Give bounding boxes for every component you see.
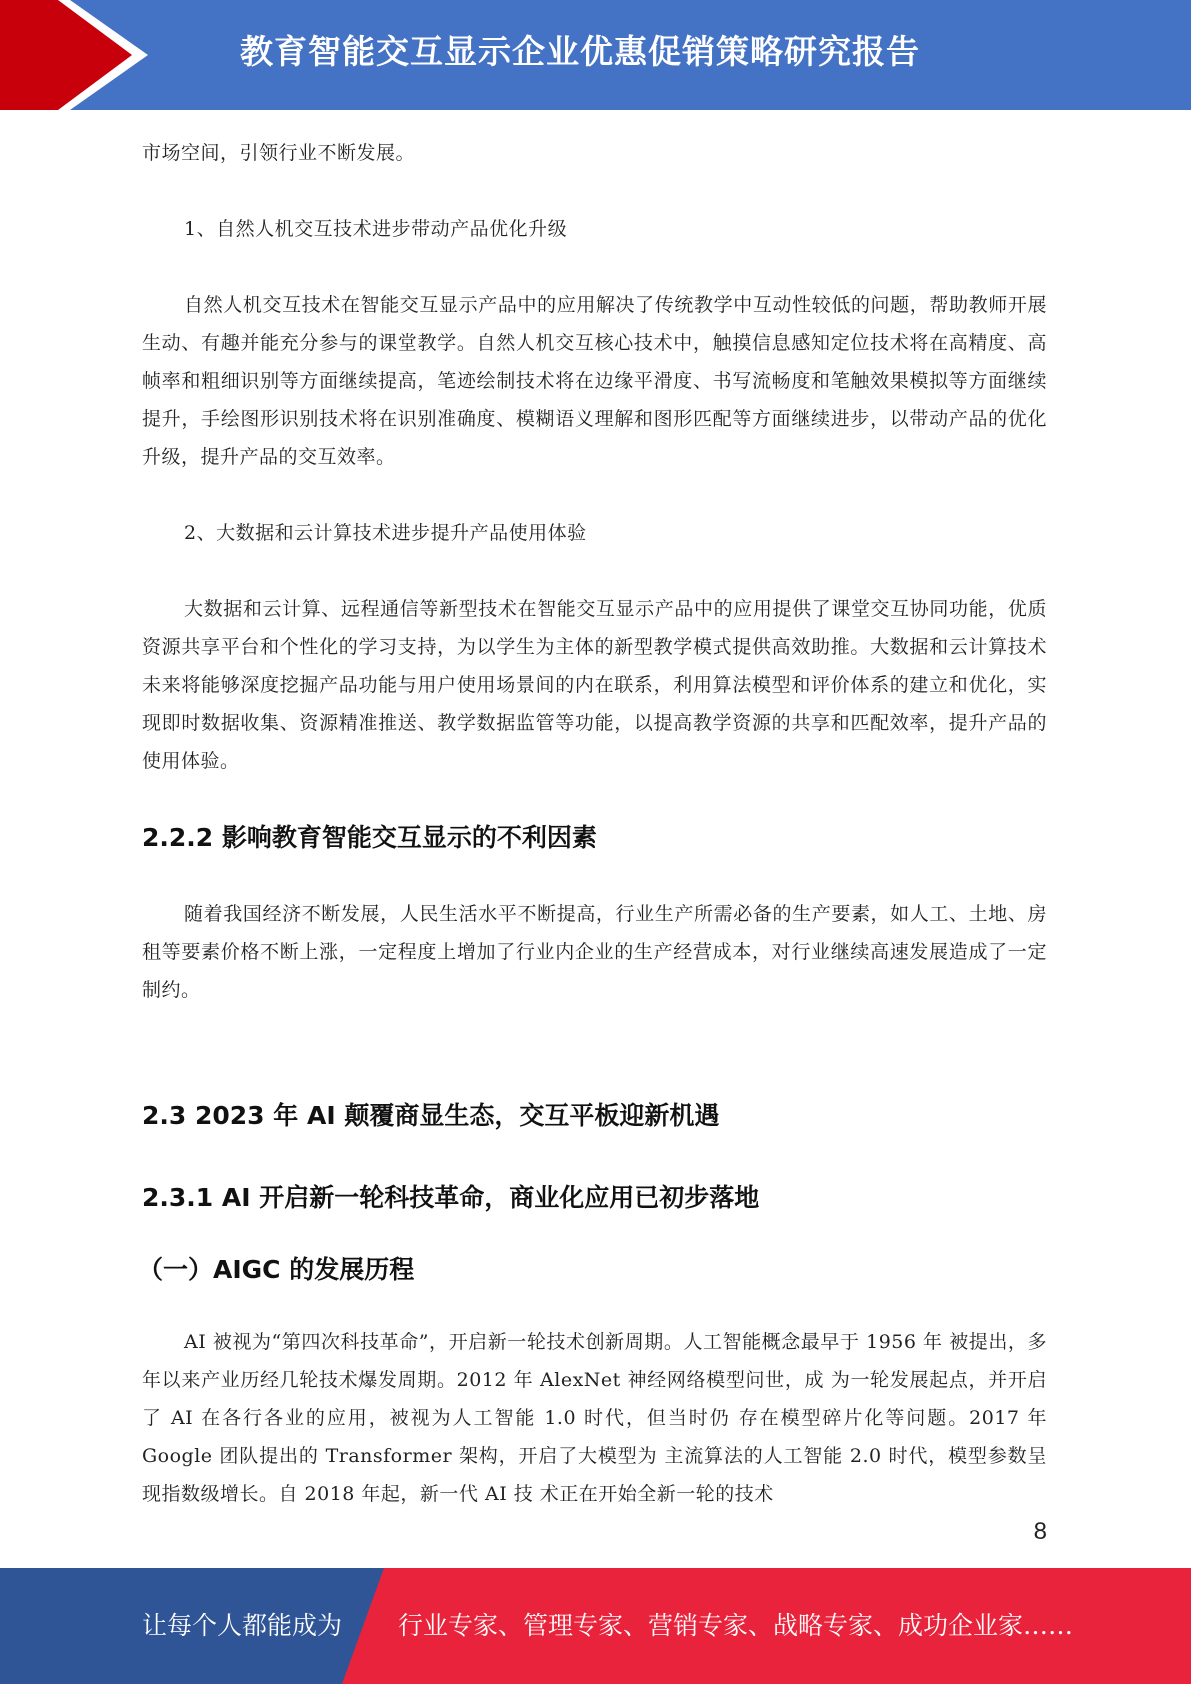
footer-slogan-left: 让每个人都能成为 [142,1611,343,1640]
header-arrow-decoration [0,0,160,110]
section-heading-2-2-2: 2.2.2 影响教育智能交互显示的不利因素 [142,823,597,852]
page-number: 8 [1033,1518,1047,1545]
section-paragraph-aigc: AI 被视为“第四次科技革命”，开启新一轮技术创新周期。人工智能概念最早于 1956 年 被提出，多年以来产业历经几轮技术爆发周期。2012 年 AlexNet 神经网络模型问世，成 为一轮发展起点，并开启了 AI 在各行各业的应用，被视为人工智能 1.0 时代，但当时仍 存在模型碎片化等问题。2017 年 Google 团队提出的 Transformer 架构，开启了大模型为 主流算法的人工智能 2.0 时代，模型参数呈现指数级增长。自 2018 年起，新一代 AI 技 术正在开始全新一轮的技术 [142,1331,1047,1505]
paragraph-continued: 市场空间，引领行业不断发展。 [142,142,416,164]
header-bar [0,0,1191,110]
section-heading-2-3: 2.3 2023 年 AI 颠覆商显生态，交互平板迎新机遇 [142,1101,720,1130]
section-paragraph-2-2-2: 随着我国经济不断发展，人民生活水平不断提高，行业生产所需必备的生产要素，如人工、土地、房租等要素价格不断上涨，一定程度上增加了行业内企业的生产经营成本，对行业继续高速发展造成了一定制约。 [142,903,1047,1001]
list-item-text-1: 自然人机交互技术在智能交互显示产品中的应用解决了传统教学中互动性较低的问题，帮助教师开展生动、有趣并能充分参与的课堂教学。自然人机交互核心技术中，触摸信息感知定位技术将在高精度、高帧率和粗细识别等方面继续提高，笔迹绘制技术将在边缘平滑度、书写流畅度和笔触效果模拟等方面继续提升，手绘图形识别技术将在识别准确度、模糊语义理解和图形匹配等方面继续进步，以带动产品的优化升级，提升产品的交互效率。 [142,294,1047,468]
subsection-heading-aigc: （一）AIGC 的发展历程 [138,1255,415,1284]
list-item-title-2: 2、大数据和云计算技术进步提升产品使用体验 [184,522,587,544]
footer-banner [0,1568,1191,1684]
list-item-text-2: 大数据和云计算、远程通信等新型技术在智能交互显示产品中的应用提供了课堂交互协同功能，优质资源共享平台和个性化的学习支持，为以学生为主体的新型教学模式提供高效助推。大数据和云计算技术未来将能够深度挖掘产品功能与用户使用场景间的内在联系，利用算法模型和评价体系的建立和优化，实现即时数据收集、资源精准推送、教学数据监管等功能，以提高教学资源的共享和匹配效率，提升产品的使用体验。 [142,598,1047,772]
footer-slogan-right: 行业专家、管理专家、营销专家、战略专家、成功企业家…… [398,1611,1074,1640]
section-heading-2-3-1: 2.3.1 AI 开启新一轮科技革命，商业化应用已初步落地 [142,1183,760,1212]
list-item-title-1: 1、自然人机交互技术进步带动产品优化升级 [184,218,568,240]
report-title: 教育智能交互显示企业优惠促销策略研究报告 [240,32,920,71]
